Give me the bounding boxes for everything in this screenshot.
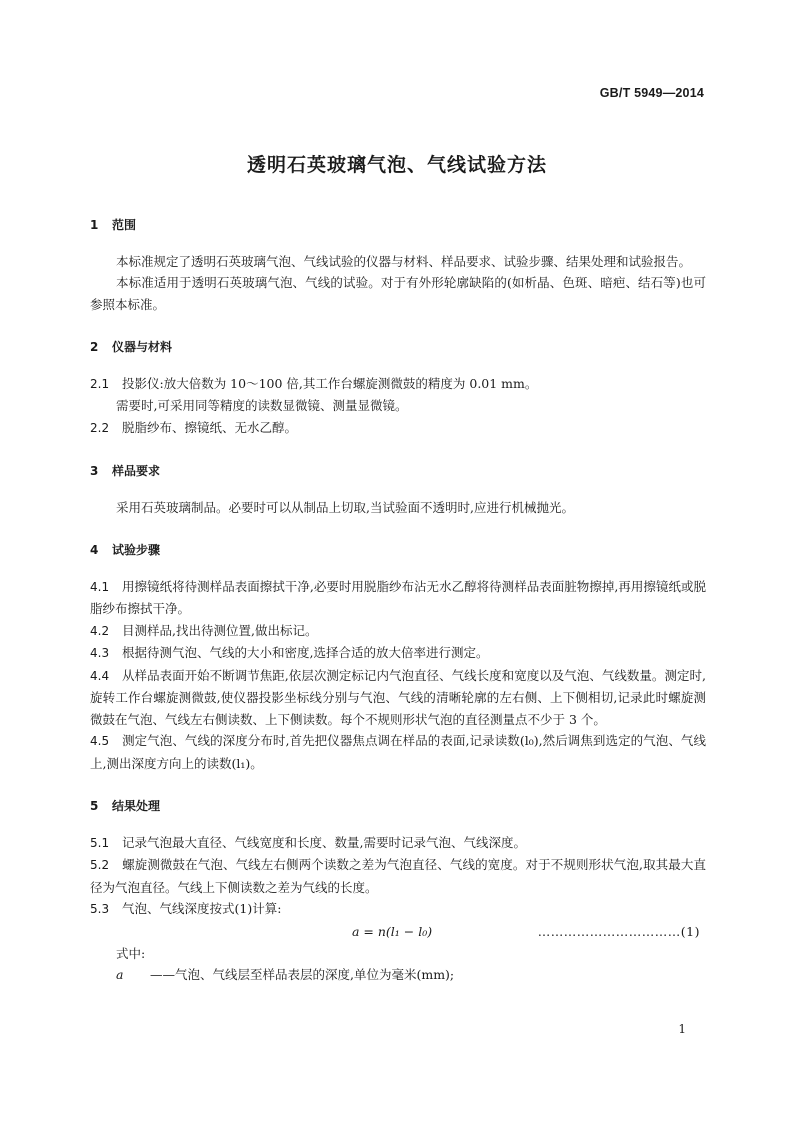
clause-item (90, 665, 706, 731)
document-body (90, 215, 706, 986)
clause-text: 测定气泡、气线的深度分布时,首先把仪器焦点调在样品的表面,记录读数(l₀),然后调焦到选定的气泡、气线上,测出深度方向上的读数(l₁)。 (90, 733, 706, 771)
clause-number: 4.4 (90, 668, 110, 683)
where-label: 式中: (116, 945, 146, 961)
section-1-heading (90, 215, 706, 237)
section-number: 5 (90, 799, 99, 813)
clause-item (90, 417, 706, 440)
clause-text: 气泡、气线深度按式(1)计算: (122, 901, 282, 916)
clause-number: 4.2 (90, 623, 110, 638)
clause-text: 根据待测气泡、气线的大小和密度,选择合适的放大倍率进行测定。 (122, 645, 489, 660)
clause-item (90, 620, 706, 643)
clause-item (90, 730, 706, 774)
clause-item (90, 832, 706, 855)
clause-item (90, 854, 706, 898)
clause-item (90, 642, 706, 665)
section-2-heading (90, 337, 706, 359)
section-title: 样品要求 (112, 464, 161, 478)
paragraph: 本标准规定了透明石英玻璃气泡、气线试验的仪器与材料、样品要求、试验步骤、结果处理和试验报告。 (116, 253, 692, 269)
document-title: 透明石英玻璃气泡、气线试验方法 (246, 154, 547, 176)
paragraph: 采用石英玻璃制品。必要时可以从制品上切取,当试验面不透明时,应进行机械抛光。 (116, 499, 574, 515)
clause-number: 4.3 (90, 646, 110, 660)
clause-number: 4.5 (90, 734, 110, 748)
clause-item (90, 373, 706, 396)
section-title: 试验步骤 (112, 543, 161, 557)
clause-item (90, 898, 706, 921)
variable-definition (90, 964, 706, 986)
clause-number: 4.1 (90, 579, 110, 594)
clause-text: 用擦镜纸将待测样品表面擦拭干净,必要时用脱脂纱布沾无水乙醇将待测样品表面脏物擦掉,再用擦镜纸或脱脂纱布擦拭干净。 (90, 578, 706, 616)
formula-row (90, 921, 706, 943)
page-number: 1 (678, 1022, 686, 1036)
depth-formula: a = n(l₁ − l₀) (352, 923, 433, 939)
clause-number: 2.1 (90, 376, 110, 391)
clause-number: 5.3 (90, 902, 110, 916)
section-number: 3 (90, 464, 99, 478)
clause-continuation: 需要时,可采用同等精度的读数显微镜、测量显微镜。 (116, 398, 408, 413)
section-title: 结果处理 (112, 799, 161, 813)
section-5-heading (90, 796, 706, 818)
equation-number: ……………………………(1) (537, 923, 700, 939)
clause-text: 投影仪:放大倍数为 10～100 倍,其工作台螺旋测微鼓的精度为 0.01 mm。 (122, 375, 538, 391)
clause-item (90, 576, 706, 620)
section-number: 1 (90, 218, 99, 232)
clause-text: 从样品表面开始不断调节焦距,依层次测定标记内气泡直径、气线长度和宽度以及气泡、气线数量。测定时,旋转工作台螺旋测微鼓,使仪器投影坐标线分别与气泡、气线的清晰轮廓的左右侧、上下侧相切,记录此时螺旋测微鼓在气泡、气线左右侧读数、上下侧读数。每个不规则形状气泡的直径测量点不少于 3 个。 (90, 667, 706, 727)
clause-number: 2.2 (90, 420, 110, 435)
section-number: 2 (90, 340, 99, 354)
section-number: 4 (90, 543, 99, 557)
section-title: 范围 (112, 218, 137, 232)
section-4-heading (90, 540, 706, 562)
section-title: 仪器与材料 (112, 340, 173, 354)
paragraph: 本标准适用于透明石英玻璃气泡、气线的试验。对于有外形轮廓缺陷的(如析晶、色斑、暗疤、结石等)也可参照本标准。 (90, 275, 706, 312)
variable-description: ——气泡、气线层至样品表层的深度,单位为毫米(mm); (150, 967, 455, 982)
clause-number: 5.1 (90, 835, 110, 850)
variable-symbol: a (116, 967, 124, 982)
section-3-heading (90, 461, 706, 483)
clause-text: 目测样品,找出待测位置,做出标记。 (122, 622, 318, 638)
clause-text: 记录气泡最大直径、气线宽度和长度、数量,需要时记录气泡、气线深度。 (122, 834, 526, 850)
clause-text: 螺旋测微鼓在气泡、气线左右侧两个读数之差为气泡直径、气线的宽度。对于不规则形状气泡,取其最大直径为气泡直径。气线上下侧读数之差为气线的长度。 (90, 857, 706, 895)
clause-text: 脱脂纱布、擦镜纸、无水乙醇。 (122, 419, 298, 435)
standard-code: GB/T 5949—2014 (599, 86, 704, 100)
clause-number: 5.2 (90, 858, 110, 872)
